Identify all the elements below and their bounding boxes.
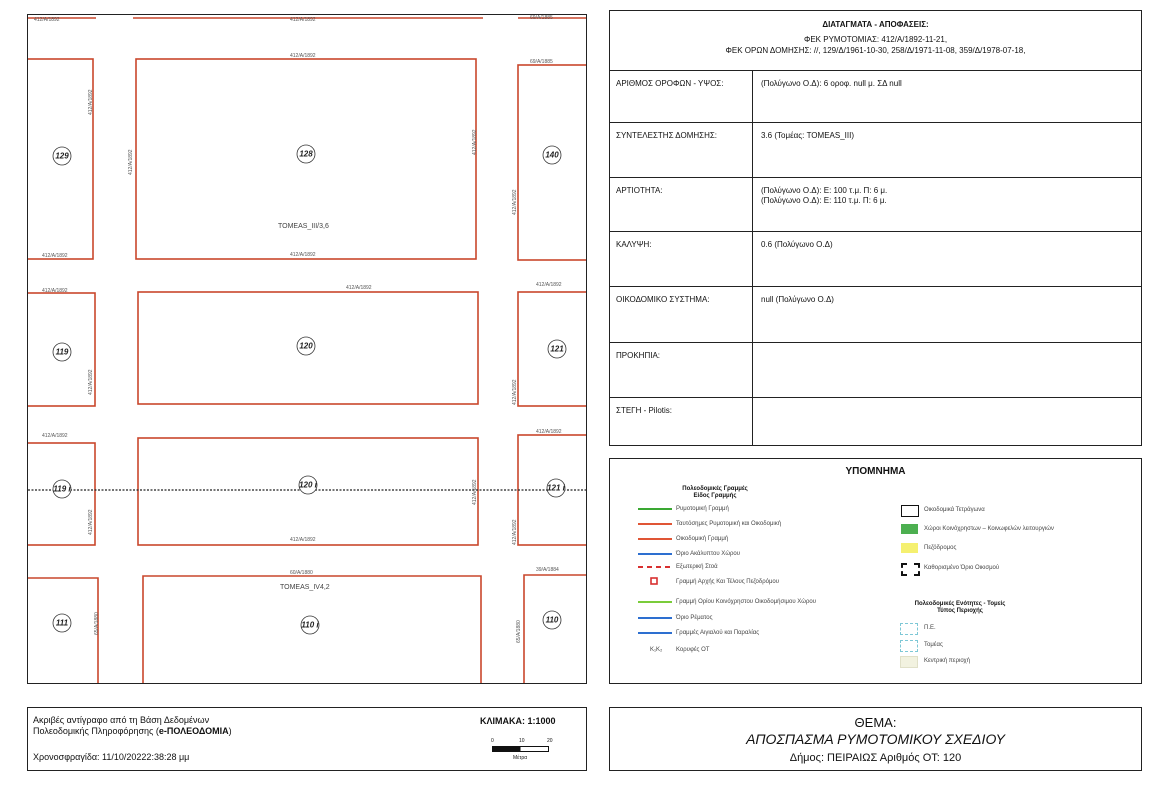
scale-tick: 0 bbox=[491, 738, 494, 744]
decrees-table bbox=[609, 10, 1142, 446]
legend-unit-label: Τομέας bbox=[924, 642, 943, 648]
line-code: 412/A/1892 bbox=[290, 252, 316, 258]
legend-line-label: Γραμμές Αιγιαλού και Παραλίας bbox=[676, 630, 760, 636]
cadastral-map bbox=[28, 15, 587, 684]
legend-unit-label: Π.Ε. bbox=[924, 625, 936, 631]
row-label: ΣΤΕΓΗ - Pilotis: bbox=[616, 406, 673, 415]
legend-line-label: Εξωτερική Στοά bbox=[676, 564, 718, 570]
parcel-number: 120 i bbox=[299, 480, 317, 490]
legend-area-label: Οικοδομικά Τετράγωνα bbox=[924, 507, 985, 513]
row-label: ΑΡΙΘΜΟΣ ΟΡΟΦΩΝ - ΥΨΟΣ: bbox=[616, 79, 724, 88]
parcel-number: 129 bbox=[55, 151, 69, 161]
row-artiotita bbox=[610, 177, 1141, 232]
legend-line-label: Γραμμή Ορίου Κοινόχρηστου Οικοδομήσιμου Χώρου bbox=[676, 599, 816, 605]
legend-line-label: Όριο Ρέματος bbox=[676, 615, 713, 621]
zone-label: TOMEAS_IV4,2 bbox=[280, 584, 330, 591]
line-code: 412/A/1892 bbox=[88, 369, 94, 395]
fek-rymotomias: ΦΕΚ ΡΥΜΟΤΟΜΙΑΣ: 412/Α/1892-11-21, bbox=[803, 35, 948, 44]
row-floors-height bbox=[610, 70, 1141, 123]
footer-subject-box bbox=[609, 707, 1142, 771]
copy-line-2 bbox=[33, 726, 232, 736]
scale-tick: 10 bbox=[519, 738, 525, 744]
legend-line-label: Οικοδομική Γραμμή bbox=[676, 536, 729, 542]
row-coverage bbox=[610, 231, 1141, 287]
scale-label: ΚΛΙΜΑΚΑ: 1:1000 bbox=[480, 716, 556, 726]
row-label: ΚΑΛΥΨΗ: bbox=[616, 240, 652, 249]
legend-line-label: Όριο Ακάλυπτου Χώρου bbox=[676, 551, 741, 557]
row-label: ΣΥΝΤΕΛΕΣΤΗΣ ΔΟΜΗΣΗΣ: bbox=[616, 131, 718, 140]
row-value-2: (Πολύγωνο Ο.Δ): Ε: 110 τ.μ. Π: 6 μ. bbox=[761, 196, 887, 205]
line-code: 39/A/1884 bbox=[536, 567, 559, 573]
legend-line-label: Ταυτόσημες Ρυμοτομική και Οικοδομική bbox=[676, 521, 782, 527]
row-setbacks bbox=[610, 342, 1141, 398]
fek-oron-domisis: ΦΕΚ ΟΡΩΝ ΔΟΜΗΣΗΣ: //, 129/Δ/1961-10-30, 258/Δ/1971-11-08, 359/Δ/1978-07-18, bbox=[725, 46, 1026, 55]
map-panel[interactable] bbox=[27, 14, 587, 684]
parcel-number: 110 bbox=[545, 615, 559, 625]
row-value: (Πολύγωνο Ο.Δ): Ε: 100 τ.μ. Π: 6 μ. bbox=[761, 186, 888, 195]
line-code: 412/A/1892 bbox=[290, 537, 316, 543]
legend-unit-tomeas bbox=[900, 640, 918, 652]
line-code: 412/A/1892 bbox=[536, 429, 562, 435]
line-code: 412/A/1892 bbox=[472, 479, 478, 505]
scale-tick: 20 bbox=[547, 738, 553, 744]
scale-unit: Μέτρα bbox=[513, 755, 528, 761]
copy-line-2-post: ) bbox=[228, 726, 232, 736]
legend-line-label: Γραμμή Αρχής Και Τέλους Πεζοδρόμου bbox=[676, 579, 780, 585]
line-code: 412/A/1892 bbox=[346, 285, 372, 291]
line-code: 412/A/1892 bbox=[512, 189, 518, 215]
parcel-number: 121 bbox=[550, 344, 564, 354]
row-value: 3.6 (Τομέας: TOMEAS_III) bbox=[761, 131, 854, 140]
line-code: 412/A/1892 bbox=[472, 129, 478, 155]
line-code: 412/A/1892 bbox=[128, 149, 134, 175]
line-code: 412/A/1892 bbox=[42, 433, 68, 439]
line-code: 412/A/1892 bbox=[42, 253, 68, 259]
line-symbol-pezodromou bbox=[651, 578, 657, 584]
parcel-number: 119 i bbox=[53, 484, 71, 494]
legend-area-label: Καθορισμένο Όριο Οικισμού bbox=[924, 565, 1000, 571]
line-code-labels bbox=[34, 15, 562, 643]
legend-area-label: Πεζόδρομος bbox=[924, 545, 957, 551]
legend-line-label: Κορυφές ΟΤ bbox=[676, 647, 710, 653]
legend-area-label: Χώροι Κοινόχρηστων – Κοινωφελών λειτουργιών bbox=[924, 526, 1054, 532]
scale-bar bbox=[492, 745, 552, 753]
parcel-number: 140 bbox=[545, 150, 559, 160]
legend-area-yellow bbox=[901, 543, 918, 553]
line-code: 412/A/1892 bbox=[42, 288, 68, 294]
line-code: 412/A/1892 bbox=[512, 519, 518, 545]
row-label: ΑΡΤΙΟΤΗΤΑ: bbox=[616, 186, 663, 195]
legend-vertex-symbol: K₁K₂ bbox=[650, 647, 663, 653]
copy-line-1: Ακριβές αντίγραφο από τη Βάση Δεδομένων bbox=[33, 715, 210, 725]
row-label: ΟΙΚΟΔΟΜΙΚΟ ΣΥΣΤΗΜΑ: bbox=[616, 295, 710, 304]
legend-lines-heading: Πολεοδομικές Γραμμές Είδος Γραμμής bbox=[682, 486, 748, 499]
line-code: 412/A/1892 bbox=[512, 379, 518, 405]
copy-line-2-pre: Πολεοδομικής Πληροφόρησης ( bbox=[33, 726, 159, 736]
line-code: 412/A/1892 bbox=[290, 17, 316, 23]
legend-unit-pe bbox=[900, 623, 918, 635]
line-code: 69/A/1885 bbox=[530, 15, 553, 21]
legend-area-outline bbox=[901, 505, 919, 517]
line-code: 60/A/1880 bbox=[290, 570, 313, 576]
legend-area-dashed bbox=[901, 563, 920, 576]
line-code: 412/A/1892 bbox=[88, 509, 94, 535]
line-code: 69/A/1885 bbox=[530, 59, 553, 65]
legend-line-symbols bbox=[636, 505, 676, 665]
e-poleodomia-label: e-ΠΟΛΕΟΔΟΜΙΑ bbox=[158, 726, 229, 736]
row-value: 0.6 (Πολύγωνο Ο.Δ) bbox=[761, 240, 833, 249]
municipality-block: Δήμος: ΠΕΙΡΑΙΩΣ Αριθμός ΟΤ: 120 bbox=[789, 752, 962, 764]
legend-line-label: Ρυμοτομική Γραμμή bbox=[676, 506, 729, 512]
row-label: ΠΡΟΚΗΠΙΑ: bbox=[616, 351, 661, 360]
line-code: 412/A/1892 bbox=[34, 17, 60, 23]
line-code: 412/A/1892 bbox=[88, 89, 94, 115]
timestamp: Χρονοσφραγίδα: 11/10/20222:38:28 μμ bbox=[33, 752, 190, 762]
zone-label: TOMEAS_III/3,6 bbox=[278, 223, 329, 230]
decrees-title: ΔΙΑΤΑΓΜΑΤΑ - ΑΠΟΦΑΣΕΙΣ: bbox=[822, 20, 929, 29]
legend-unit-label: Κεντρική περιοχή bbox=[924, 658, 971, 664]
row-value: null (Πολύγωνο Ο.Δ) bbox=[761, 295, 834, 304]
line-code: 65/A/1880 bbox=[516, 620, 522, 643]
subject-title: ΑΠΟΣΠΑΣΜΑ ΡΥΜΟΤΟΜΙΚΟΥ ΣΧΕΔΙΟΥ bbox=[746, 731, 1005, 747]
line-code: 412/A/1892 bbox=[536, 282, 562, 288]
row-value: (Πολύγωνο Ο.Δ): 6 οροφ. null μ. ΣΔ null bbox=[761, 79, 902, 88]
row-building-coefficient bbox=[610, 122, 1141, 178]
parcel-number: 110 i bbox=[301, 620, 319, 630]
subject-label: ΘΕΜΑ: bbox=[854, 715, 897, 730]
row-roof-pilotis bbox=[610, 397, 1141, 445]
parcel-number: 128 bbox=[299, 149, 313, 159]
parcel-number: 111 bbox=[55, 618, 69, 628]
legend-panel bbox=[609, 458, 1142, 684]
line-code: 412/A/1892 bbox=[290, 53, 316, 59]
parcel-number: 119 bbox=[55, 347, 69, 357]
row-building-system bbox=[610, 286, 1141, 343]
legend-units-heading: Πολεοδομικές Ενότητες - Τομείς Τύπος Περιοχής bbox=[914, 601, 1006, 614]
footer-source-box bbox=[27, 707, 587, 771]
legend-area-green bbox=[901, 524, 918, 534]
line-code: 65/A/1880 bbox=[94, 612, 100, 635]
parcel-number: 121 i bbox=[547, 483, 565, 493]
block-outline bbox=[524, 575, 587, 684]
parcel-number: 120 bbox=[299, 341, 313, 351]
legend-unit-central bbox=[900, 656, 918, 668]
legend-title: ΥΠΟΜΝΗΜΑ bbox=[845, 466, 906, 477]
decrees-header bbox=[610, 11, 1141, 71]
